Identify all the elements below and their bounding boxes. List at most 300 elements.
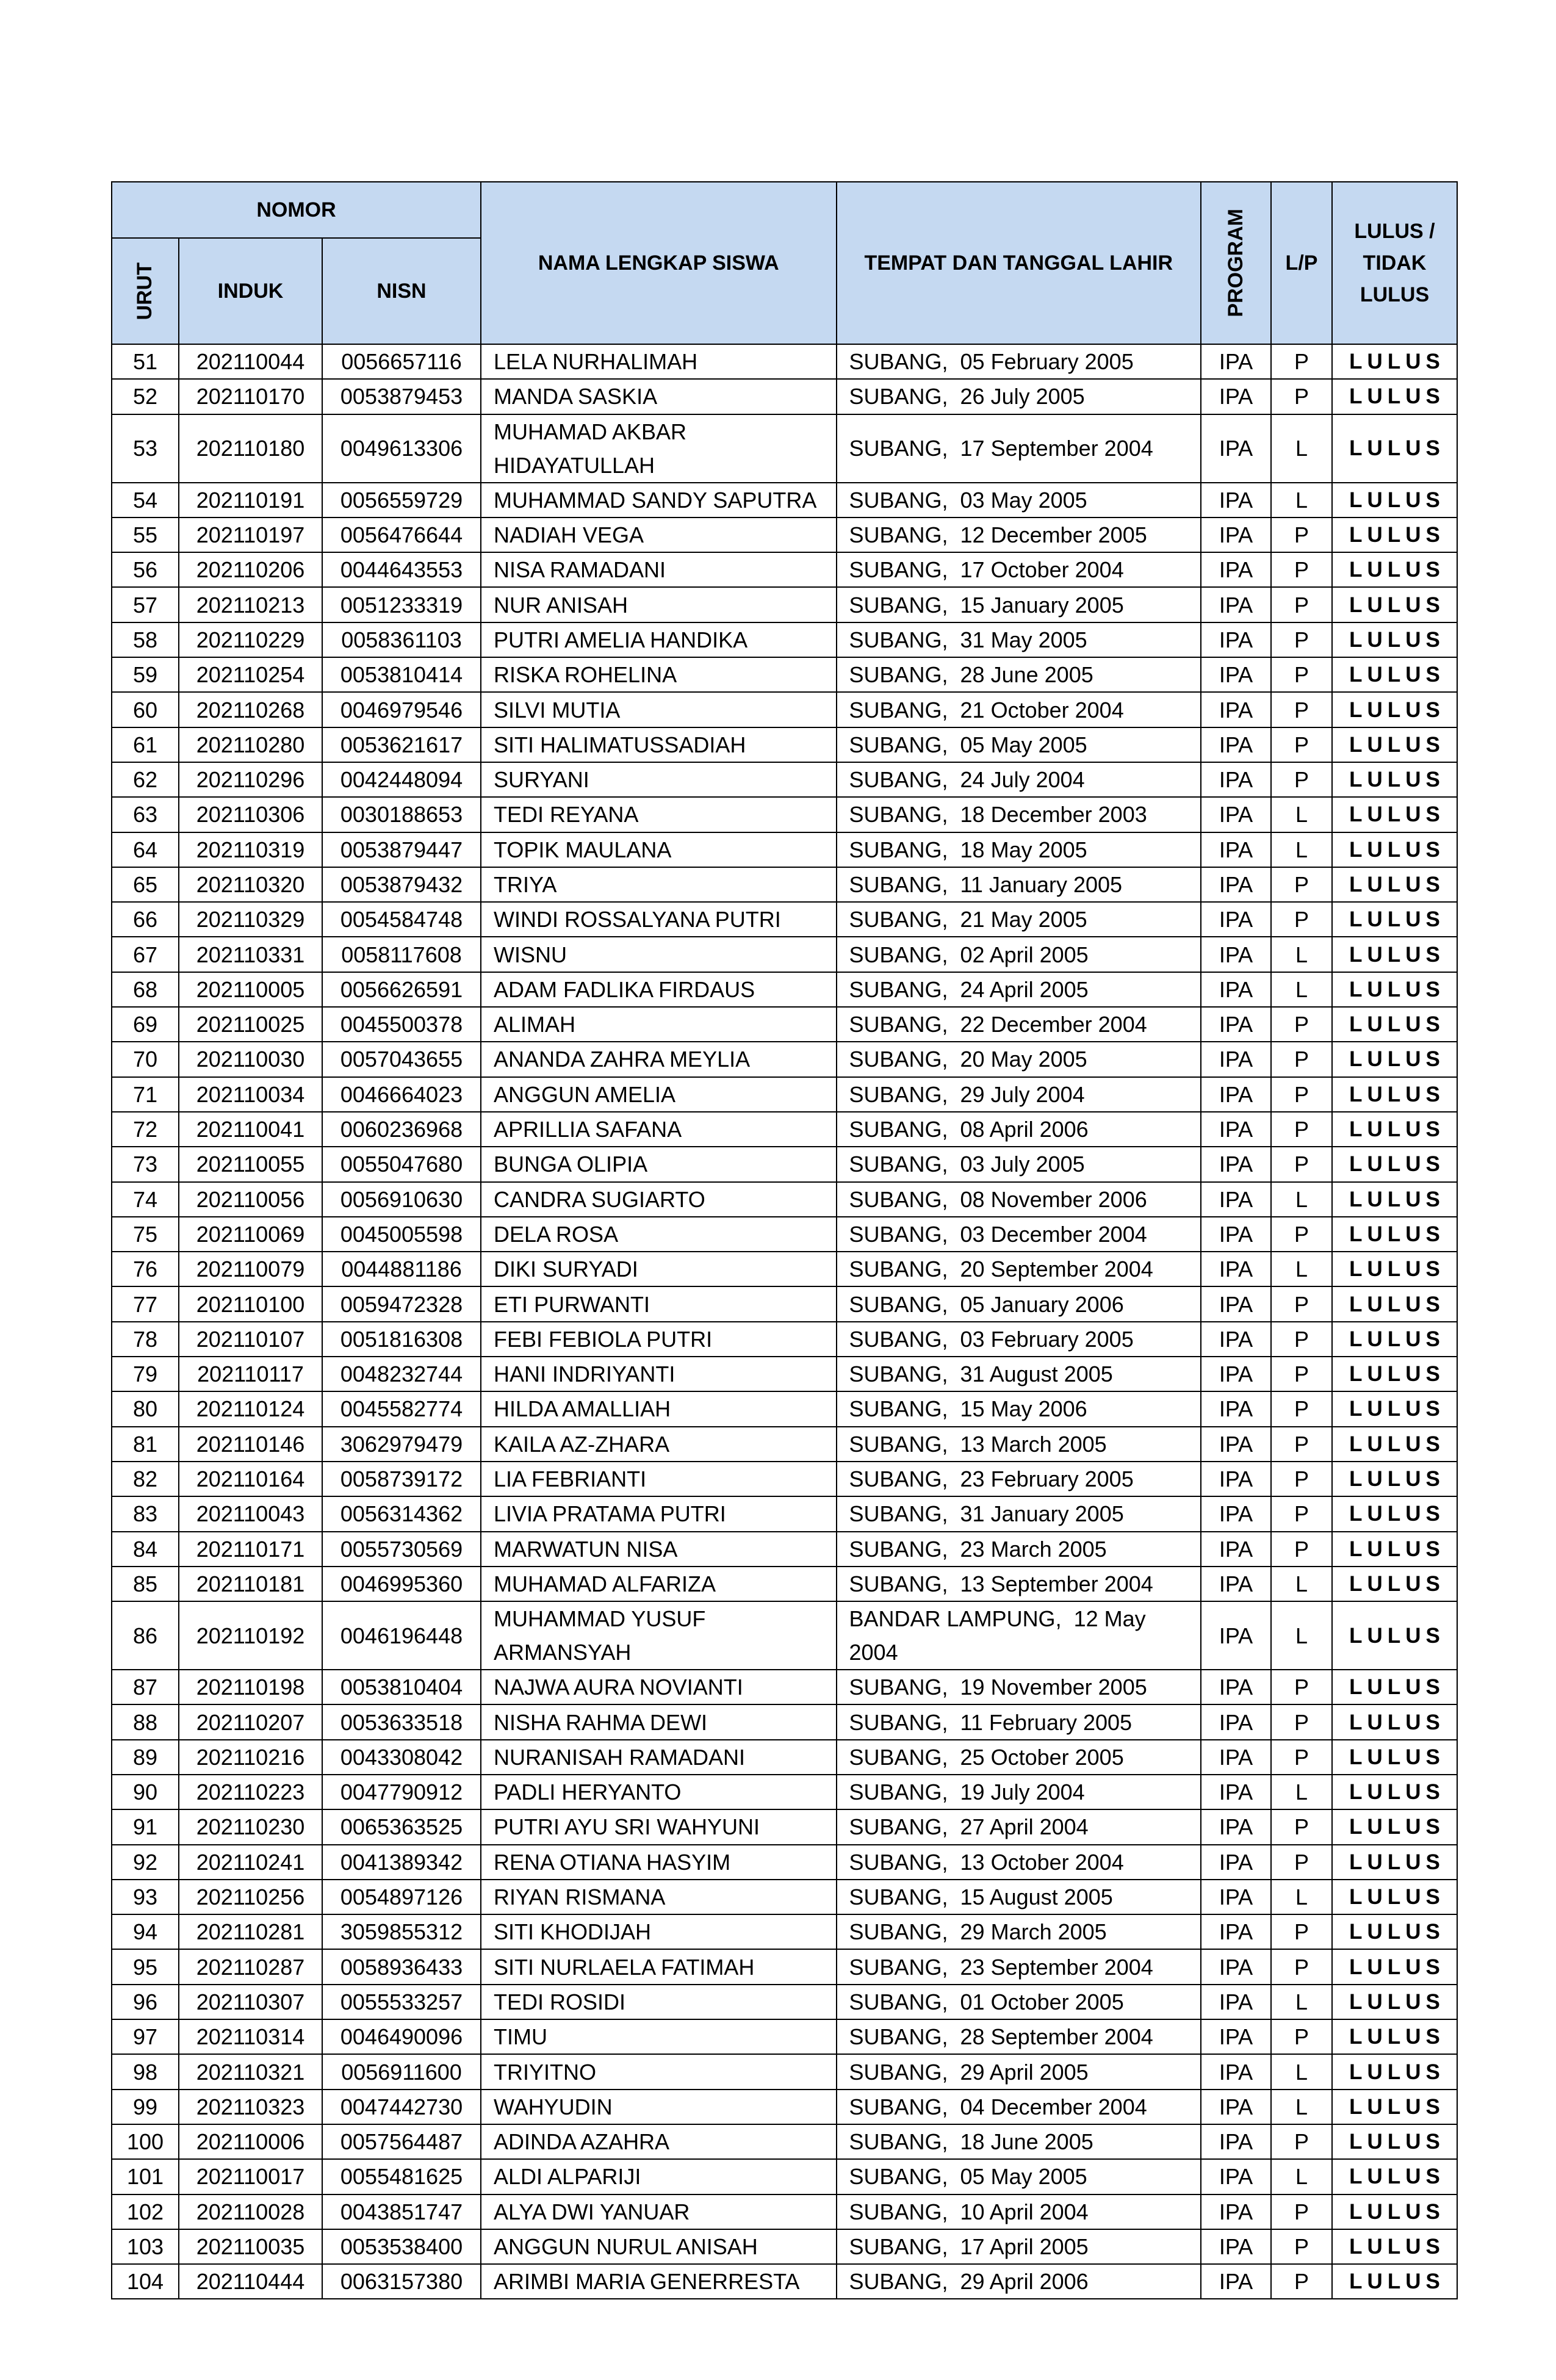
- cell-nisn: 0058739172: [322, 1462, 481, 1496]
- cell-induk: 202110323: [179, 2090, 322, 2124]
- cell-ttl: SUBANG, 12 December 2005: [837, 517, 1201, 552]
- header-status: LULUS / TIDAK LULUS: [1332, 182, 1457, 344]
- cell-urut: 88: [112, 1704, 179, 1739]
- cell-nisn: 0058361103: [322, 622, 481, 657]
- cell-status: LULUS: [1332, 344, 1457, 379]
- cell-nama: BUNGA OLIPIA: [481, 1147, 837, 1181]
- cell-program: IPA: [1201, 1809, 1271, 1844]
- cell-nisn: 0046979546: [322, 692, 481, 727]
- cell-lp: P: [1271, 692, 1332, 727]
- cell-nama: MANDA SASKIA: [481, 379, 837, 414]
- cell-status: LULUS: [1332, 797, 1457, 832]
- cell-status: LULUS: [1332, 517, 1457, 552]
- cell-program: IPA: [1201, 692, 1271, 727]
- cell-lp: P: [1271, 727, 1332, 762]
- cell-urut: 53: [112, 414, 179, 483]
- cell-nisn: 0053810404: [322, 1670, 481, 1704]
- cell-lp: P: [1271, 1357, 1332, 1391]
- cell-ttl: SUBANG, 13 October 2004: [837, 1845, 1201, 1880]
- cell-ttl: SUBANG, 26 July 2005: [837, 379, 1201, 414]
- cell-urut: 69: [112, 1007, 179, 1042]
- cell-urut: 73: [112, 1147, 179, 1181]
- cell-urut: 102: [112, 2194, 179, 2229]
- cell-nisn: 0046995360: [322, 1567, 481, 1601]
- cell-status: LULUS: [1332, 1670, 1457, 1704]
- table-row: [112, 797, 1457, 832]
- cell-status: LULUS: [1332, 1391, 1457, 1426]
- cell-nama: MARWATUN NISA: [481, 1532, 837, 1567]
- cell-induk: 202110181: [179, 1567, 322, 1601]
- cell-nisn: 0054897126: [322, 1880, 481, 1914]
- cell-nisn: 0063157380: [322, 2264, 481, 2299]
- cell-nama: SITI HALIMATUSSADIAH: [481, 727, 837, 762]
- cell-lp: L: [1271, 2159, 1332, 2194]
- cell-urut: 74: [112, 1182, 179, 1217]
- cell-nama: LIVIA PRATAMA PUTRI: [481, 1496, 837, 1531]
- cell-lp: P: [1271, 1217, 1332, 1252]
- table-row: [112, 2090, 1457, 2124]
- cell-nama: NUR ANISAH: [481, 587, 837, 622]
- cell-nama: SILVI MUTIA: [481, 692, 837, 727]
- cell-ttl: SUBANG, 21 May 2005: [837, 902, 1201, 937]
- cell-induk: 202110069: [179, 1217, 322, 1252]
- table-row: [112, 587, 1457, 622]
- table-row: [112, 1985, 1457, 2019]
- cell-status: LULUS: [1332, 1322, 1457, 1357]
- cell-program: IPA: [1201, 1567, 1271, 1601]
- cell-nisn: 0056911600: [322, 2054, 481, 2089]
- cell-ttl: SUBANG, 29 March 2005: [837, 1914, 1201, 1949]
- cell-induk: 202110223: [179, 1775, 322, 1809]
- cell-lp: P: [1271, 902, 1332, 937]
- table-row: [112, 1670, 1457, 1704]
- cell-status: LULUS: [1332, 483, 1457, 517]
- cell-urut: 57: [112, 587, 179, 622]
- cell-ttl: SUBANG, 27 April 2004: [837, 1809, 1201, 1844]
- cell-lp: L: [1271, 1182, 1332, 1217]
- cell-ttl: SUBANG, 18 June 2005: [837, 2124, 1201, 2159]
- cell-lp: P: [1271, 1391, 1332, 1426]
- cell-ttl: SUBANG, 20 September 2004: [837, 1252, 1201, 1286]
- cell-ttl: SUBANG, 03 February 2005: [837, 1322, 1201, 1357]
- table-row: [112, 2124, 1457, 2159]
- cell-status: LULUS: [1332, 379, 1457, 414]
- table-row: [112, 2159, 1457, 2194]
- cell-nama: KAILA AZ-ZHARA: [481, 1427, 837, 1462]
- cell-program: IPA: [1201, 1985, 1271, 2019]
- cell-induk: 202110280: [179, 727, 322, 762]
- cell-ttl: SUBANG, 08 April 2006: [837, 1112, 1201, 1147]
- cell-induk: 202110331: [179, 937, 322, 972]
- header-urut: [112, 238, 179, 344]
- cell-induk: 202110307: [179, 1985, 322, 2019]
- cell-status: LULUS: [1332, 2124, 1457, 2159]
- cell-status: LULUS: [1332, 1532, 1457, 1567]
- table-row: [112, 1286, 1457, 1321]
- cell-induk: 202110256: [179, 1880, 322, 1914]
- table-row: [112, 1462, 1457, 1496]
- cell-status: LULUS: [1332, 414, 1457, 483]
- cell-nisn: 0055730569: [322, 1532, 481, 1567]
- cell-nama: RIYAN RISMANA: [481, 1880, 837, 1914]
- cell-program: IPA: [1201, 2019, 1271, 2054]
- cell-induk: 202110197: [179, 517, 322, 552]
- cell-urut: 61: [112, 727, 179, 762]
- cell-status: LULUS: [1332, 2019, 1457, 2054]
- header-program: [1201, 182, 1271, 344]
- cell-status: LULUS: [1332, 937, 1457, 972]
- cell-urut: 68: [112, 972, 179, 1007]
- cell-nama: ADINDA AZAHRA: [481, 2124, 837, 2159]
- cell-program: IPA: [1201, 1007, 1271, 1042]
- table-row: [112, 1357, 1457, 1391]
- cell-induk: 202110207: [179, 1704, 322, 1739]
- cell-lp: P: [1271, 622, 1332, 657]
- cell-program: IPA: [1201, 2054, 1271, 2089]
- cell-program: IPA: [1201, 1601, 1271, 1670]
- table-row: [112, 1740, 1457, 1775]
- cell-ttl: SUBANG, 03 May 2005: [837, 483, 1201, 517]
- cell-program: IPA: [1201, 1182, 1271, 1217]
- cell-nama: DELA ROSA: [481, 1217, 837, 1252]
- cell-urut: 83: [112, 1496, 179, 1531]
- table-row: [112, 1322, 1457, 1357]
- cell-program: IPA: [1201, 1880, 1271, 1914]
- cell-program: IPA: [1201, 1670, 1271, 1704]
- cell-nama: PUTRI AYU SRI WAHYUNI: [481, 1809, 837, 1844]
- table-row: [112, 2264, 1457, 2299]
- cell-nama: APRILLIA SAFANA: [481, 1112, 837, 1147]
- table-row: [112, 1042, 1457, 1076]
- cell-nisn: 3062979479: [322, 1427, 481, 1462]
- table-row: [112, 1182, 1457, 1217]
- cell-ttl: SUBANG, 19 July 2004: [837, 1775, 1201, 1809]
- table-row: [112, 2019, 1457, 2054]
- table-row: [112, 622, 1457, 657]
- table-row: [112, 1704, 1457, 1739]
- cell-urut: 87: [112, 1670, 179, 1704]
- cell-nama: TRIYA: [481, 867, 837, 902]
- cell-induk: 202110296: [179, 762, 322, 797]
- cell-urut: 80: [112, 1391, 179, 1426]
- cell-nisn: 0057043655: [322, 1042, 481, 1076]
- cell-ttl: SUBANG, 04 December 2004: [837, 2090, 1201, 2124]
- cell-nisn: 0055481625: [322, 2159, 481, 2194]
- table-row: [112, 2054, 1457, 2089]
- cell-program: IPA: [1201, 379, 1271, 414]
- cell-urut: 63: [112, 797, 179, 832]
- cell-nisn: 0056559729: [322, 483, 481, 517]
- cell-urut: 51: [112, 344, 179, 379]
- cell-nama: TEDI REYANA: [481, 797, 837, 832]
- cell-status: LULUS: [1332, 1567, 1457, 1601]
- cell-lp: P: [1271, 1496, 1332, 1531]
- cell-nisn: 0057564487: [322, 2124, 481, 2159]
- cell-urut: 95: [112, 1949, 179, 1984]
- cell-lp: P: [1271, 1322, 1332, 1357]
- cell-program: IPA: [1201, 937, 1271, 972]
- cell-status: LULUS: [1332, 2090, 1457, 2124]
- cell-nisn: 0053810414: [322, 657, 481, 692]
- table-row: [112, 1252, 1457, 1286]
- cell-status: LULUS: [1332, 727, 1457, 762]
- cell-ttl: SUBANG, 08 November 2006: [837, 1182, 1201, 1217]
- cell-program: IPA: [1201, 552, 1271, 587]
- cell-induk: 202110017: [179, 2159, 322, 2194]
- cell-status: LULUS: [1332, 2194, 1457, 2229]
- cell-urut: 76: [112, 1252, 179, 1286]
- cell-induk: 202110028: [179, 2194, 322, 2229]
- cell-induk: 202110241: [179, 1845, 322, 1880]
- cell-urut: 65: [112, 867, 179, 902]
- cell-status: LULUS: [1332, 1775, 1457, 1809]
- cell-program: IPA: [1201, 1496, 1271, 1531]
- cell-nisn: 0051816308: [322, 1322, 481, 1357]
- table-row: [112, 379, 1457, 414]
- cell-urut: 62: [112, 762, 179, 797]
- cell-nama: SURYANI: [481, 762, 837, 797]
- cell-induk: 202110100: [179, 1286, 322, 1321]
- cell-lp: P: [1271, 1427, 1332, 1462]
- cell-lp: P: [1271, 1462, 1332, 1496]
- cell-urut: 90: [112, 1775, 179, 1809]
- cell-ttl: SUBANG, 01 October 2005: [837, 1985, 1201, 2019]
- cell-nama: WISNU: [481, 937, 837, 972]
- cell-nisn: 0043308042: [322, 1740, 481, 1775]
- header-nisn: NISN: [322, 238, 481, 344]
- cell-status: LULUS: [1332, 1252, 1457, 1286]
- cell-induk: 202110206: [179, 552, 322, 587]
- cell-induk: 202110254: [179, 657, 322, 692]
- cell-nama: TRIYITNO: [481, 2054, 837, 2089]
- cell-ttl: SUBANG, 18 December 2003: [837, 797, 1201, 832]
- cell-urut: 64: [112, 832, 179, 867]
- cell-program: IPA: [1201, 1357, 1271, 1391]
- cell-program: IPA: [1201, 2194, 1271, 2229]
- cell-lp: P: [1271, 2124, 1332, 2159]
- cell-lp: P: [1271, 657, 1332, 692]
- cell-nama: ANANDA ZAHRA MEYLIA: [481, 1042, 837, 1076]
- cell-urut: 101: [112, 2159, 179, 2194]
- cell-nisn: 0053879432: [322, 867, 481, 902]
- cell-ttl: SUBANG, 23 March 2005: [837, 1532, 1201, 1567]
- cell-induk: 202110107: [179, 1322, 322, 1357]
- cell-program: IPA: [1201, 1391, 1271, 1426]
- cell-nama: ARIMBI MARIA GENERRESTA: [481, 2264, 837, 2299]
- cell-status: LULUS: [1332, 587, 1457, 622]
- cell-ttl: SUBANG, 15 May 2006: [837, 1391, 1201, 1426]
- cell-nisn: 0046490096: [322, 2019, 481, 2054]
- cell-ttl: SUBANG, 15 August 2005: [837, 1880, 1201, 1914]
- cell-program: IPA: [1201, 1949, 1271, 1984]
- cell-nama: SITI NURLAELA FATIMAH: [481, 1949, 837, 1984]
- cell-status: LULUS: [1332, 1914, 1457, 1949]
- table-header: [112, 182, 1457, 344]
- cell-status: LULUS: [1332, 832, 1457, 867]
- cell-ttl: SUBANG, 18 May 2005: [837, 832, 1201, 867]
- cell-lp: L: [1271, 1880, 1332, 1914]
- table-row: [112, 1880, 1457, 1914]
- header-lp: L/P: [1271, 182, 1332, 344]
- cell-program: IPA: [1201, 483, 1271, 517]
- cell-nisn: 0054584748: [322, 902, 481, 937]
- cell-nisn: 0056476644: [322, 517, 481, 552]
- cell-status: LULUS: [1332, 1077, 1457, 1112]
- cell-induk: 202110320: [179, 867, 322, 902]
- cell-urut: 58: [112, 622, 179, 657]
- cell-ttl: SUBANG, 23 September 2004: [837, 1949, 1201, 1984]
- cell-induk: 202110180: [179, 414, 322, 483]
- cell-lp: P: [1271, 1286, 1332, 1321]
- cell-nisn: 0049613306: [322, 414, 481, 483]
- cell-ttl: SUBANG, 11 February 2005: [837, 1704, 1201, 1739]
- cell-induk: 202110079: [179, 1252, 322, 1286]
- cell-urut: 81: [112, 1427, 179, 1462]
- table-row: [112, 1147, 1457, 1181]
- cell-induk: 202110034: [179, 1077, 322, 1112]
- cell-ttl: SUBANG, 29 July 2004: [837, 1077, 1201, 1112]
- cell-status: LULUS: [1332, 972, 1457, 1007]
- cell-urut: 79: [112, 1357, 179, 1391]
- cell-ttl: SUBANG, 05 May 2005: [837, 727, 1201, 762]
- cell-nama: DIKI SURYADI: [481, 1252, 837, 1286]
- student-table: [111, 181, 1458, 2299]
- cell-ttl: BANDAR LAMPUNG, 12 May 2004: [837, 1601, 1201, 1670]
- cell-lp: P: [1271, 2229, 1332, 2264]
- cell-urut: 91: [112, 1809, 179, 1844]
- cell-program: IPA: [1201, 622, 1271, 657]
- cell-nama: TIMU: [481, 2019, 837, 2054]
- cell-ttl: SUBANG, 31 August 2005: [837, 1357, 1201, 1391]
- cell-urut: 72: [112, 1112, 179, 1147]
- cell-program: IPA: [1201, 762, 1271, 797]
- table-row: [112, 832, 1457, 867]
- cell-ttl: SUBANG, 19 November 2005: [837, 1670, 1201, 1704]
- cell-status: LULUS: [1332, 1427, 1457, 1462]
- cell-status: LULUS: [1332, 552, 1457, 587]
- cell-status: LULUS: [1332, 1007, 1457, 1042]
- cell-nama: PADLI HERYANTO: [481, 1775, 837, 1809]
- cell-lp: P: [1271, 1845, 1332, 1880]
- cell-status: LULUS: [1332, 1286, 1457, 1321]
- cell-program: IPA: [1201, 1775, 1271, 1809]
- cell-program: IPA: [1201, 1740, 1271, 1775]
- cell-ttl: SUBANG, 10 April 2004: [837, 2194, 1201, 2229]
- table-row: [112, 762, 1457, 797]
- cell-urut: 103: [112, 2229, 179, 2264]
- cell-ttl: SUBANG, 21 October 2004: [837, 692, 1201, 727]
- header-nama: NAMA LENGKAP SISWA: [481, 182, 837, 344]
- cell-program: IPA: [1201, 1112, 1271, 1147]
- cell-status: LULUS: [1332, 1809, 1457, 1844]
- cell-urut: 104: [112, 2264, 179, 2299]
- table-row: [112, 1845, 1457, 1880]
- cell-nisn: 0045582774: [322, 1391, 481, 1426]
- cell-urut: 56: [112, 552, 179, 587]
- cell-urut: 55: [112, 517, 179, 552]
- cell-status: LULUS: [1332, 2159, 1457, 2194]
- cell-lp: P: [1271, 2264, 1332, 2299]
- cell-program: IPA: [1201, 1042, 1271, 1076]
- cell-status: LULUS: [1332, 622, 1457, 657]
- cell-nisn: 0046664023: [322, 1077, 481, 1112]
- cell-ttl: SUBANG, 05 February 2005: [837, 344, 1201, 379]
- cell-status: LULUS: [1332, 1985, 1457, 2019]
- cell-nisn: 0056657116: [322, 344, 481, 379]
- cell-lp: P: [1271, 1809, 1332, 1844]
- header-urut-label: URUT: [133, 262, 157, 320]
- cell-status: LULUS: [1332, 692, 1457, 727]
- cell-ttl: SUBANG, 24 April 2005: [837, 972, 1201, 1007]
- header-ttl: TEMPAT DAN TANGGAL LAHIR: [837, 182, 1201, 344]
- cell-status: LULUS: [1332, 762, 1457, 797]
- cell-nisn: 0056626591: [322, 972, 481, 1007]
- cell-program: IPA: [1201, 1845, 1271, 1880]
- cell-program: IPA: [1201, 344, 1271, 379]
- cell-lp: L: [1271, 972, 1332, 1007]
- cell-program: IPA: [1201, 2159, 1271, 2194]
- cell-ttl: SUBANG, 22 December 2004: [837, 1007, 1201, 1042]
- cell-nama: NADIAH VEGA: [481, 517, 837, 552]
- cell-status: LULUS: [1332, 902, 1457, 937]
- cell-lp: P: [1271, 1670, 1332, 1704]
- cell-urut: 66: [112, 902, 179, 937]
- cell-ttl: SUBANG, 17 September 2004: [837, 414, 1201, 483]
- cell-urut: 77: [112, 1286, 179, 1321]
- cell-urut: 70: [112, 1042, 179, 1076]
- cell-program: IPA: [1201, 657, 1271, 692]
- cell-ttl: SUBANG, 17 October 2004: [837, 552, 1201, 587]
- cell-induk: 202110043: [179, 1496, 322, 1531]
- table-row: [112, 344, 1457, 379]
- cell-induk: 202110216: [179, 1740, 322, 1775]
- cell-lp: P: [1271, 1147, 1332, 1181]
- cell-induk: 202110213: [179, 587, 322, 622]
- cell-program: IPA: [1201, 972, 1271, 1007]
- cell-nama: ALIMAH: [481, 1007, 837, 1042]
- cell-lp: L: [1271, 2090, 1332, 2124]
- cell-ttl: SUBANG, 31 May 2005: [837, 622, 1201, 657]
- cell-nama: WAHYUDIN: [481, 2090, 837, 2124]
- cell-nama: PUTRI AMELIA HANDIKA: [481, 622, 837, 657]
- cell-nisn: 0053538400: [322, 2229, 481, 2264]
- cell-induk: 202110319: [179, 832, 322, 867]
- cell-urut: 60: [112, 692, 179, 727]
- cell-nama: NURANISAH RAMADANI: [481, 1740, 837, 1775]
- cell-nisn: 0047790912: [322, 1775, 481, 1809]
- cell-ttl: SUBANG, 29 April 2005: [837, 2054, 1201, 2089]
- cell-induk: 202110306: [179, 797, 322, 832]
- cell-nama: CANDRA SUGIARTO: [481, 1182, 837, 1217]
- cell-program: IPA: [1201, 902, 1271, 937]
- cell-nisn: 0058936433: [322, 1949, 481, 1984]
- cell-nisn: 0055047680: [322, 1147, 481, 1181]
- cell-induk: 202110041: [179, 1112, 322, 1147]
- cell-program: IPA: [1201, 1704, 1271, 1739]
- table-row: [112, 657, 1457, 692]
- cell-ttl: SUBANG, 28 September 2004: [837, 2019, 1201, 2054]
- cell-nama: RENA OTIANA HASYIM: [481, 1845, 837, 1880]
- cell-urut: 86: [112, 1601, 179, 1670]
- cell-lp: L: [1271, 2054, 1332, 2089]
- cell-ttl: SUBANG, 28 June 2005: [837, 657, 1201, 692]
- cell-nama: ANGGUN NURUL ANISAH: [481, 2229, 837, 2264]
- cell-program: IPA: [1201, 2090, 1271, 2124]
- table-row: [112, 1391, 1457, 1426]
- cell-ttl: SUBANG, 05 May 2005: [837, 2159, 1201, 2194]
- cell-program: IPA: [1201, 414, 1271, 483]
- cell-lp: P: [1271, 1949, 1332, 1984]
